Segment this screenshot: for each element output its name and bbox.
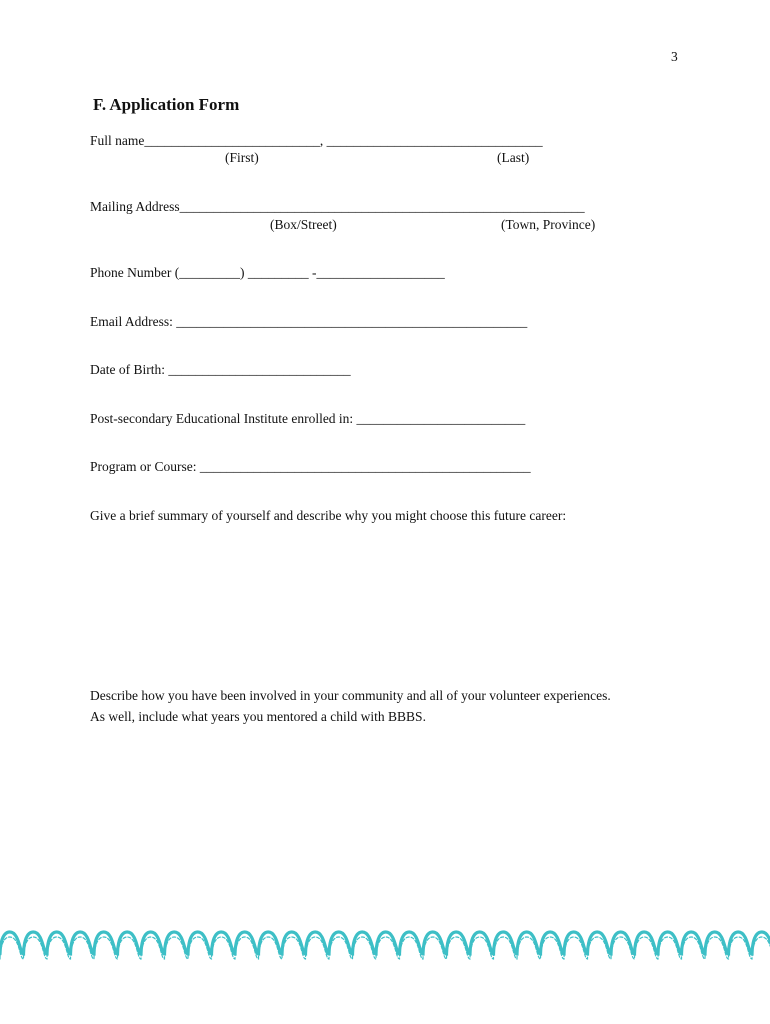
- date-of-birth-field[interactable]: Date of Birth: ___________________________: [90, 362, 351, 377]
- phone-number-field[interactable]: Phone Number (_________) _________ -___________________: [90, 265, 445, 280]
- community-question-line-2: As well, include what years you mentored a child with BBBS.: [90, 709, 426, 724]
- mailing-address-field[interactable]: Mailing Address____________________________________________________________: [90, 199, 585, 214]
- community-answer-area[interactable]: [90, 730, 690, 905]
- summary-answer-area[interactable]: [90, 530, 690, 675]
- last-name-hint: (Last): [497, 150, 530, 165]
- decorative-wave-border: [0, 918, 770, 962]
- town-province-hint: (Town, Province): [501, 217, 596, 232]
- form-title: F. Application Form: [93, 95, 240, 114]
- program-course-field[interactable]: Program or Course: _________________________________________________: [90, 459, 531, 474]
- email-address-field[interactable]: Email Address: ____________________________________________________: [90, 314, 528, 329]
- page-number: 3: [671, 49, 678, 64]
- summary-question: Give a brief summary of yourself and describe why you might choose this future career:: [90, 508, 567, 523]
- first-name-hint: (First): [225, 150, 259, 165]
- community-question-line-1: Describe how you have been involved in your community and all of your volunteer experiences.: [90, 688, 611, 703]
- street-hint: (Box/Street): [270, 217, 337, 232]
- institute-field[interactable]: Post-secondary Educational Institute enrolled in: _________________________: [90, 411, 526, 426]
- full-name-field[interactable]: Full name__________________________, ________________________________: [90, 133, 543, 148]
